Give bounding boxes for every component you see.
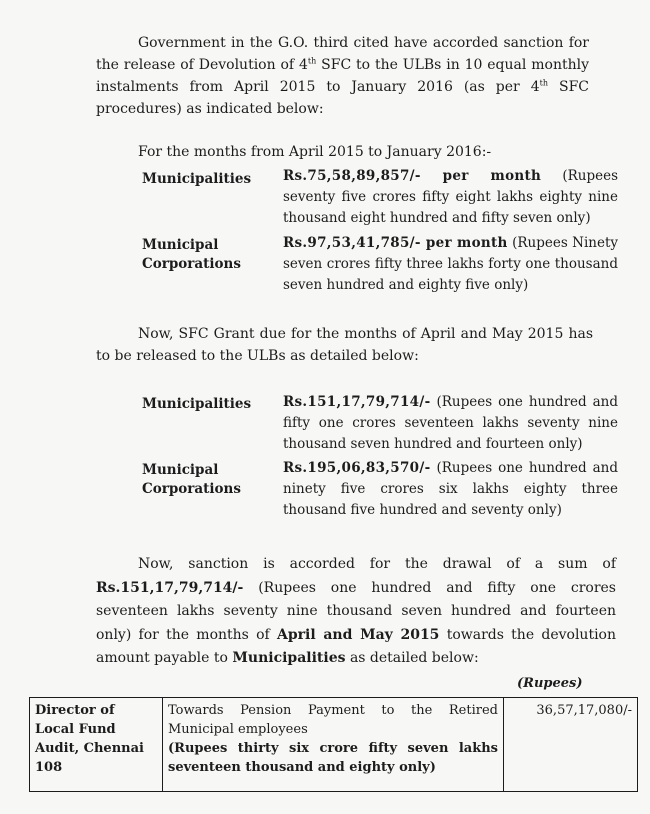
months-heading: For the months from April 2015 to January 2016:- (138, 144, 492, 160)
sanction-paragraph: Now, sanction is accorded for the drawal of a sum of Rs.151,17,79,714/- (Rupees one hundred and fifty one crores seventeen lakhs seventy nine thousand seven hundred and fourteen only) for the months of April and May 2015 towards the devolution amount payable to Municipalities as detailed below: (96, 556, 617, 666)
payee-cell: Director of Local Fund Audit, Chennai 108 (30, 698, 163, 792)
due-label-municipalities: Municipalities (142, 396, 252, 412)
monthly-label-municipalities: Municipalities (142, 171, 252, 187)
intro-paragraph: Government in the G.O. third cited have accorded sanction for the release of Devolution of 4th SFC to the ULBs in 10 equal monthly instalments from April 2015 to January 2016 (as per 4th SFC procedures) as indicated below: (96, 35, 590, 117)
sanction-table (29, 697, 638, 792)
monthly-label-corporations: Municipal Corporations (142, 237, 241, 272)
due-label-corporations: Municipal Corporations (142, 462, 241, 497)
due-amount-corporations: Rs.195,06,83,570/- (Rupees one hundred and ninety five crores six lakhs eighty three thousand five hundred and seventy only) (283, 460, 618, 518)
monthly-amount-municipalities: Rs.75,58,89,857/- per month (Rupees seventy five crores fifty eight lakhs eighty nine thousand eight hundred and fifty seven only) (283, 168, 618, 226)
purpose-cell: Towards Pension Payment to the Retired Municipal employees (Rupees thirty six crore fifty seven lakhs seventeen thousand and eighty only) (163, 698, 504, 792)
monthly-amount-corporations: Rs.97,53,41,785/- per month (Rupees Ninety seven crores fifty three lakhs forty one thousand seven hundred and eighty five only) (283, 235, 618, 293)
due-paragraph: Now, SFC Grant due for the months of April and May 2015 has to be released to the ULBs as detailed below: (96, 326, 593, 364)
amount-cell: 36,57,17,080/- (504, 698, 638, 792)
rupees-unit-label: (Rupees) (517, 676, 583, 691)
table-row (30, 698, 638, 792)
due-amount-municipalities: Rs.151,17,79,714/- (Rupees one hundred and fifty one crores seventeen lakhs seventy nine thousand seven hundred and fourteen only) (283, 394, 618, 452)
